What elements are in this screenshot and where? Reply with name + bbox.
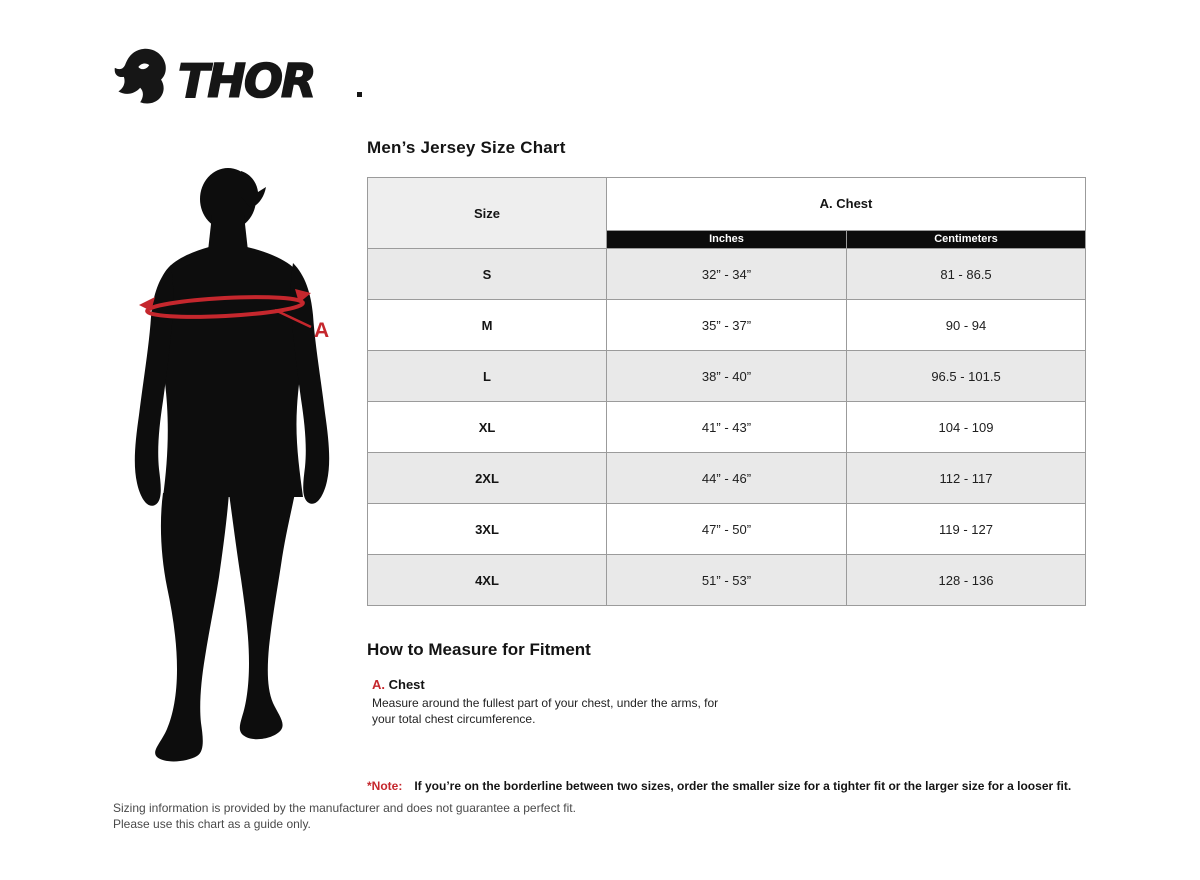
size-chart-table: [367, 177, 1086, 606]
size-cell: M: [368, 300, 607, 351]
inches-cell: 44” - 46”: [607, 453, 847, 504]
measure-item-key: A.: [372, 677, 385, 692]
size-row-3xl: [368, 504, 1086, 555]
size-row-m: [368, 300, 1086, 351]
size-row-l: [368, 351, 1086, 402]
note-label: *Note:: [367, 778, 403, 793]
col-header-inches: Inches: [607, 230, 847, 248]
inches-cell: 35” - 37”: [607, 300, 847, 351]
note-text: If you’re on the borderline between two sizes, order the smaller size for a tighter fit or the larger size for a looser fit.: [414, 778, 1072, 793]
size-cell: 3XL: [368, 504, 607, 555]
inches-cell: 47” - 50”: [607, 504, 847, 555]
inches-cell: 51” - 53”: [607, 555, 847, 606]
col-header-chest: A. Chest: [607, 178, 1086, 231]
size-cell: L: [368, 351, 607, 402]
cm-cell: 81 - 86.5: [847, 249, 1086, 300]
thor-wordmark: [176, 54, 368, 106]
size-row-4xl: [368, 555, 1086, 606]
size-chart-title: Men’s Jersey Size Chart: [367, 138, 566, 157]
footer-line-2: Please use this chart as a guide only.: [113, 816, 311, 831]
inches-cell: 38” - 40”: [607, 351, 847, 402]
measure-item-description: Measure around the fullest part of your chest, under the arms, for your total chest circumference.: [372, 696, 719, 726]
size-row-2xl: [368, 453, 1086, 504]
sizing-note: [367, 779, 1085, 793]
trademark-dot: [357, 92, 362, 97]
measure-heading: How to Measure for Fitment: [367, 640, 591, 659]
thor-helmet-icon: [113, 46, 171, 106]
measure-item-title: [372, 677, 1085, 692]
body-measurement-figure: [115, 167, 370, 767]
inches-cell: 41” - 43”: [607, 402, 847, 453]
size-row-xl: [368, 402, 1086, 453]
cm-cell: 104 - 109: [847, 402, 1086, 453]
svg-text:THOR: THOR: [178, 54, 315, 106]
col-header-size: Size: [368, 178, 607, 249]
cm-cell: 90 - 94: [847, 300, 1086, 351]
col-header-centimeters: Centimeters: [847, 230, 1086, 248]
table-header-row: [368, 178, 1086, 231]
cm-cell: 96.5 - 101.5: [847, 351, 1086, 402]
size-cell: 4XL: [368, 555, 607, 606]
measure-item-chest: [367, 677, 1085, 728]
male-silhouette-icon: [115, 167, 370, 767]
thor-logo: [113, 46, 368, 106]
size-cell: XL: [368, 402, 607, 453]
footer-disclaimer: [113, 801, 576, 833]
size-cell: S: [368, 249, 607, 300]
size-chart-content: [367, 138, 1085, 793]
chest-label-a: A: [314, 319, 330, 342]
size-cell: 2XL: [368, 453, 607, 504]
footer-line-1: Sizing information is provided by the manufacturer and does not guarantee a perfect fit.: [113, 801, 576, 815]
cm-cell: 128 - 136: [847, 555, 1086, 606]
measure-item-label: Chest: [388, 677, 425, 692]
size-row-s: [368, 249, 1086, 300]
cm-cell: 119 - 127: [847, 504, 1086, 555]
cm-cell: 112 - 117: [847, 453, 1086, 504]
inches-cell: 32” - 34”: [607, 249, 847, 300]
